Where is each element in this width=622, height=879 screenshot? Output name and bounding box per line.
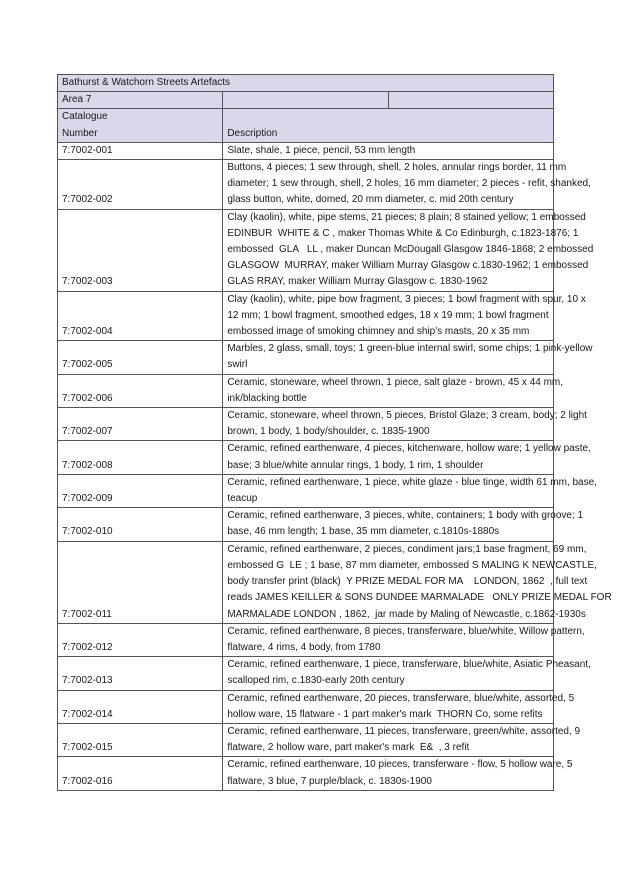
description-line: Ceramic, refined earthenware, 11 pieces, transferware, green/white, assorted, 9 — [227, 725, 581, 737]
description-line: body transfer print (black) Y PRIZE MEDAL FOR MA LONDON, 1862 , full text — [227, 576, 588, 588]
table-row — [58, 209, 554, 291]
description-cell — [223, 623, 585, 656]
header-row — [58, 109, 554, 142]
catalogue-number: 7:7002-006 — [58, 374, 223, 407]
description-line: Ceramic, refined earthenware, 1 piece, transferware, blue/white, Asiatic Pheasant, — [227, 659, 591, 671]
description-cell — [223, 541, 612, 623]
table-row — [58, 441, 554, 474]
description-line: scalloped rim, c.1830-early 20th century — [227, 675, 405, 687]
description-cell — [223, 408, 587, 441]
description-line: Marbles, 2 glass, small, toys; 1 green-blue internal swirl, some chips; 1 pink-yellow — [227, 343, 593, 355]
description-line: embossed image of smoking chimney and ship's masts, 20 x 35 mm — [227, 326, 530, 338]
column-header-catalogue-line1: Catalogue — [62, 111, 108, 123]
description-cell — [223, 209, 594, 291]
description-cell — [223, 160, 591, 210]
description-line: MARMALADE LONDON , 1862, jar made by Maling of Newcastle, c.1862-1930s — [227, 608, 586, 620]
table-row — [58, 690, 554, 723]
description-cell — [223, 341, 593, 374]
column-header-description: Description — [223, 109, 554, 142]
catalogue-number: 7:7002-015 — [58, 723, 223, 756]
catalogue-number: 7:7002-012 — [58, 623, 223, 656]
description-line: Ceramic, stoneware, wheel thrown, 5 pieces, Bristol Glaze; 3 cream, body; 2 light — [227, 410, 587, 422]
table-row — [58, 623, 554, 656]
catalogue-number: 7:7002-013 — [58, 657, 223, 690]
column-header-catalogue-line2: Number — [62, 127, 98, 139]
description-cell — [223, 690, 575, 723]
catalogue-number: 7:7002-001 — [58, 142, 223, 159]
description-line: Ceramic, refined earthenware, 4 pieces, kitchenware, hollow ware; 1 yellow paste, — [227, 443, 591, 455]
catalogue-number: 7:7002-007 — [58, 408, 223, 441]
description-line: Buttons, 4 pieces; 1 sew through, shell, 2 holes, annular rings border, 11 mm — [227, 162, 567, 174]
description-line: Clay (kaolin), white, pipe stems, 21 pieces; 8 plain; 8 stained yellow; 1 embossed — [227, 211, 586, 223]
description-line: 12 mm; 1 bowl fragment, smoothed edges, 18 x 19 mm; 1 bowl fragment — [227, 309, 549, 321]
table-row — [58, 142, 554, 159]
table-row — [58, 374, 554, 407]
description-line: flatware, 3 blue, 7 purple/black, c. 1830s-1900 — [227, 775, 432, 787]
catalogue-number: 7:7002-002 — [58, 160, 223, 210]
description-line: Slate, shale, 1 piece, pencil, 53 mm length — [227, 144, 416, 156]
description-line: Clay (kaolin), white, pipe bow fragment, 3 pieces; 1 bowl fragment with spur, 10 x — [227, 293, 586, 305]
description-line: Ceramic, refined earthenware, 8 pieces, transferware, blue/white, Willow pattern, — [227, 625, 585, 637]
description-cell — [223, 142, 554, 159]
description-cell — [223, 757, 573, 790]
description-cell — [223, 474, 597, 507]
description-line: Ceramic, stoneware, wheel thrown, 1 piece, salt glaze - brown, 45 x 44 mm, — [227, 376, 564, 388]
catalogue-number: 7:7002-011 — [58, 541, 223, 623]
table-row — [58, 508, 554, 541]
description-line: hollow ware, 15 flatware - 1 part maker's mark THORN Co, some refits — [227, 708, 543, 720]
table-row — [58, 408, 554, 441]
description-line: Ceramic, refined earthenware, 1 piece, white glaze - blue tinge, width 61 mm, base, — [227, 476, 597, 488]
description-line: swirl — [227, 359, 248, 371]
table-row — [58, 723, 554, 756]
description-line: base, 46 mm length; 1 base, 35 mm diameter, c.1810s-1880s — [227, 526, 500, 538]
description-line: embossed G LE ; 1 base, 87 mm diameter, embossed S MALING K NEWCASTLE, — [227, 559, 597, 571]
artefacts-table — [57, 74, 612, 791]
description-line: embossed GLA LL , maker Duncan McDougall Glasgow 1846-1868; 2 embossed — [227, 244, 594, 256]
area-label: Area 7 — [58, 92, 223, 109]
catalogue-number: 7:7002-004 — [58, 291, 223, 341]
area-row — [58, 92, 554, 109]
catalogue-number: 7:7002-016 — [58, 757, 223, 790]
description-line: ink/blacking bottle — [227, 392, 307, 404]
table-row — [58, 341, 554, 374]
area-empty-cell — [388, 92, 553, 109]
description-line: brown, 1 body, 1 body/shoulder, c. 1835-1900 — [227, 426, 430, 438]
catalogue-number: 7:7002-008 — [58, 441, 223, 474]
catalogue-number: 7:7002-014 — [58, 690, 223, 723]
table-title: Bathurst & Watchorn Streets Artefacts — [58, 75, 554, 92]
description-line: Ceramic, refined earthenware, 3 pieces, white, containers; 1 body with groove; 1 — [227, 510, 584, 522]
description-line: flatware, 4 rims, 4 body, from 1780 — [227, 641, 381, 653]
description-cell — [223, 374, 564, 407]
description-cell — [223, 441, 591, 474]
description-cell — [223, 657, 591, 690]
description-line: glass button, white, domed, 20 mm diameter, c. mid 20th century — [227, 194, 514, 206]
table-row — [58, 160, 554, 210]
table-title-row — [58, 75, 554, 92]
description-cell — [223, 291, 586, 341]
description-line: GLAS RRAY, maker William Murray Glasgow c. 1830-1962 — [227, 276, 488, 288]
table-row — [58, 474, 554, 507]
description-line: base; 3 blue/white annular rings, 1 body, 1 rim, 1 shoulder — [227, 459, 484, 471]
description-line: reads JAMES KEILLER & SONS DUNDEE MARMALADE ONLY PRIZE MEDAL FOR — [227, 592, 612, 604]
description-line: GLASGOW MURRAY, maker William Murray Glasgow c.1830-1962; 1 embossed — [227, 260, 589, 272]
description-line: flatware, 2 hollow ware, part maker's mark E& , 3 refit — [227, 742, 470, 754]
description-line: EDINBUR WHITE & C , maker Thomas White & Co Edinburgh, c.1823-1876; 1 — [227, 227, 579, 239]
description-line: Ceramic, refined earthenware, 20 pieces, transferware, blue/white, assorted, 5 — [227, 692, 575, 704]
description-cell — [223, 723, 581, 756]
catalogue-number: 7:7002-010 — [58, 508, 223, 541]
catalogue-number: 7:7002-003 — [58, 209, 223, 291]
column-header-catalogue-number — [58, 109, 223, 142]
table-row — [58, 291, 554, 341]
area-spacer-cell — [223, 92, 388, 109]
table-row — [58, 757, 554, 790]
table-row — [58, 541, 554, 623]
description-line: diameter; 1 sew through, shell, 2 holes, 16 mm diameter; 2 pieces - refit, shanked, — [227, 178, 591, 190]
catalogue-number: 7:7002-009 — [58, 474, 223, 507]
description-line: Ceramic, refined earthenware, 10 pieces, transferware - flow, 5 hollow ware, 5 — [227, 759, 573, 771]
table-row — [58, 657, 554, 690]
description-cell — [223, 508, 584, 541]
description-line: Ceramic, refined earthenware, 2 pieces, condiment jars;1 base fragment, 69 mm, — [227, 543, 587, 555]
catalogue-number: 7:7002-005 — [58, 341, 223, 374]
description-line: teacup — [227, 493, 258, 505]
